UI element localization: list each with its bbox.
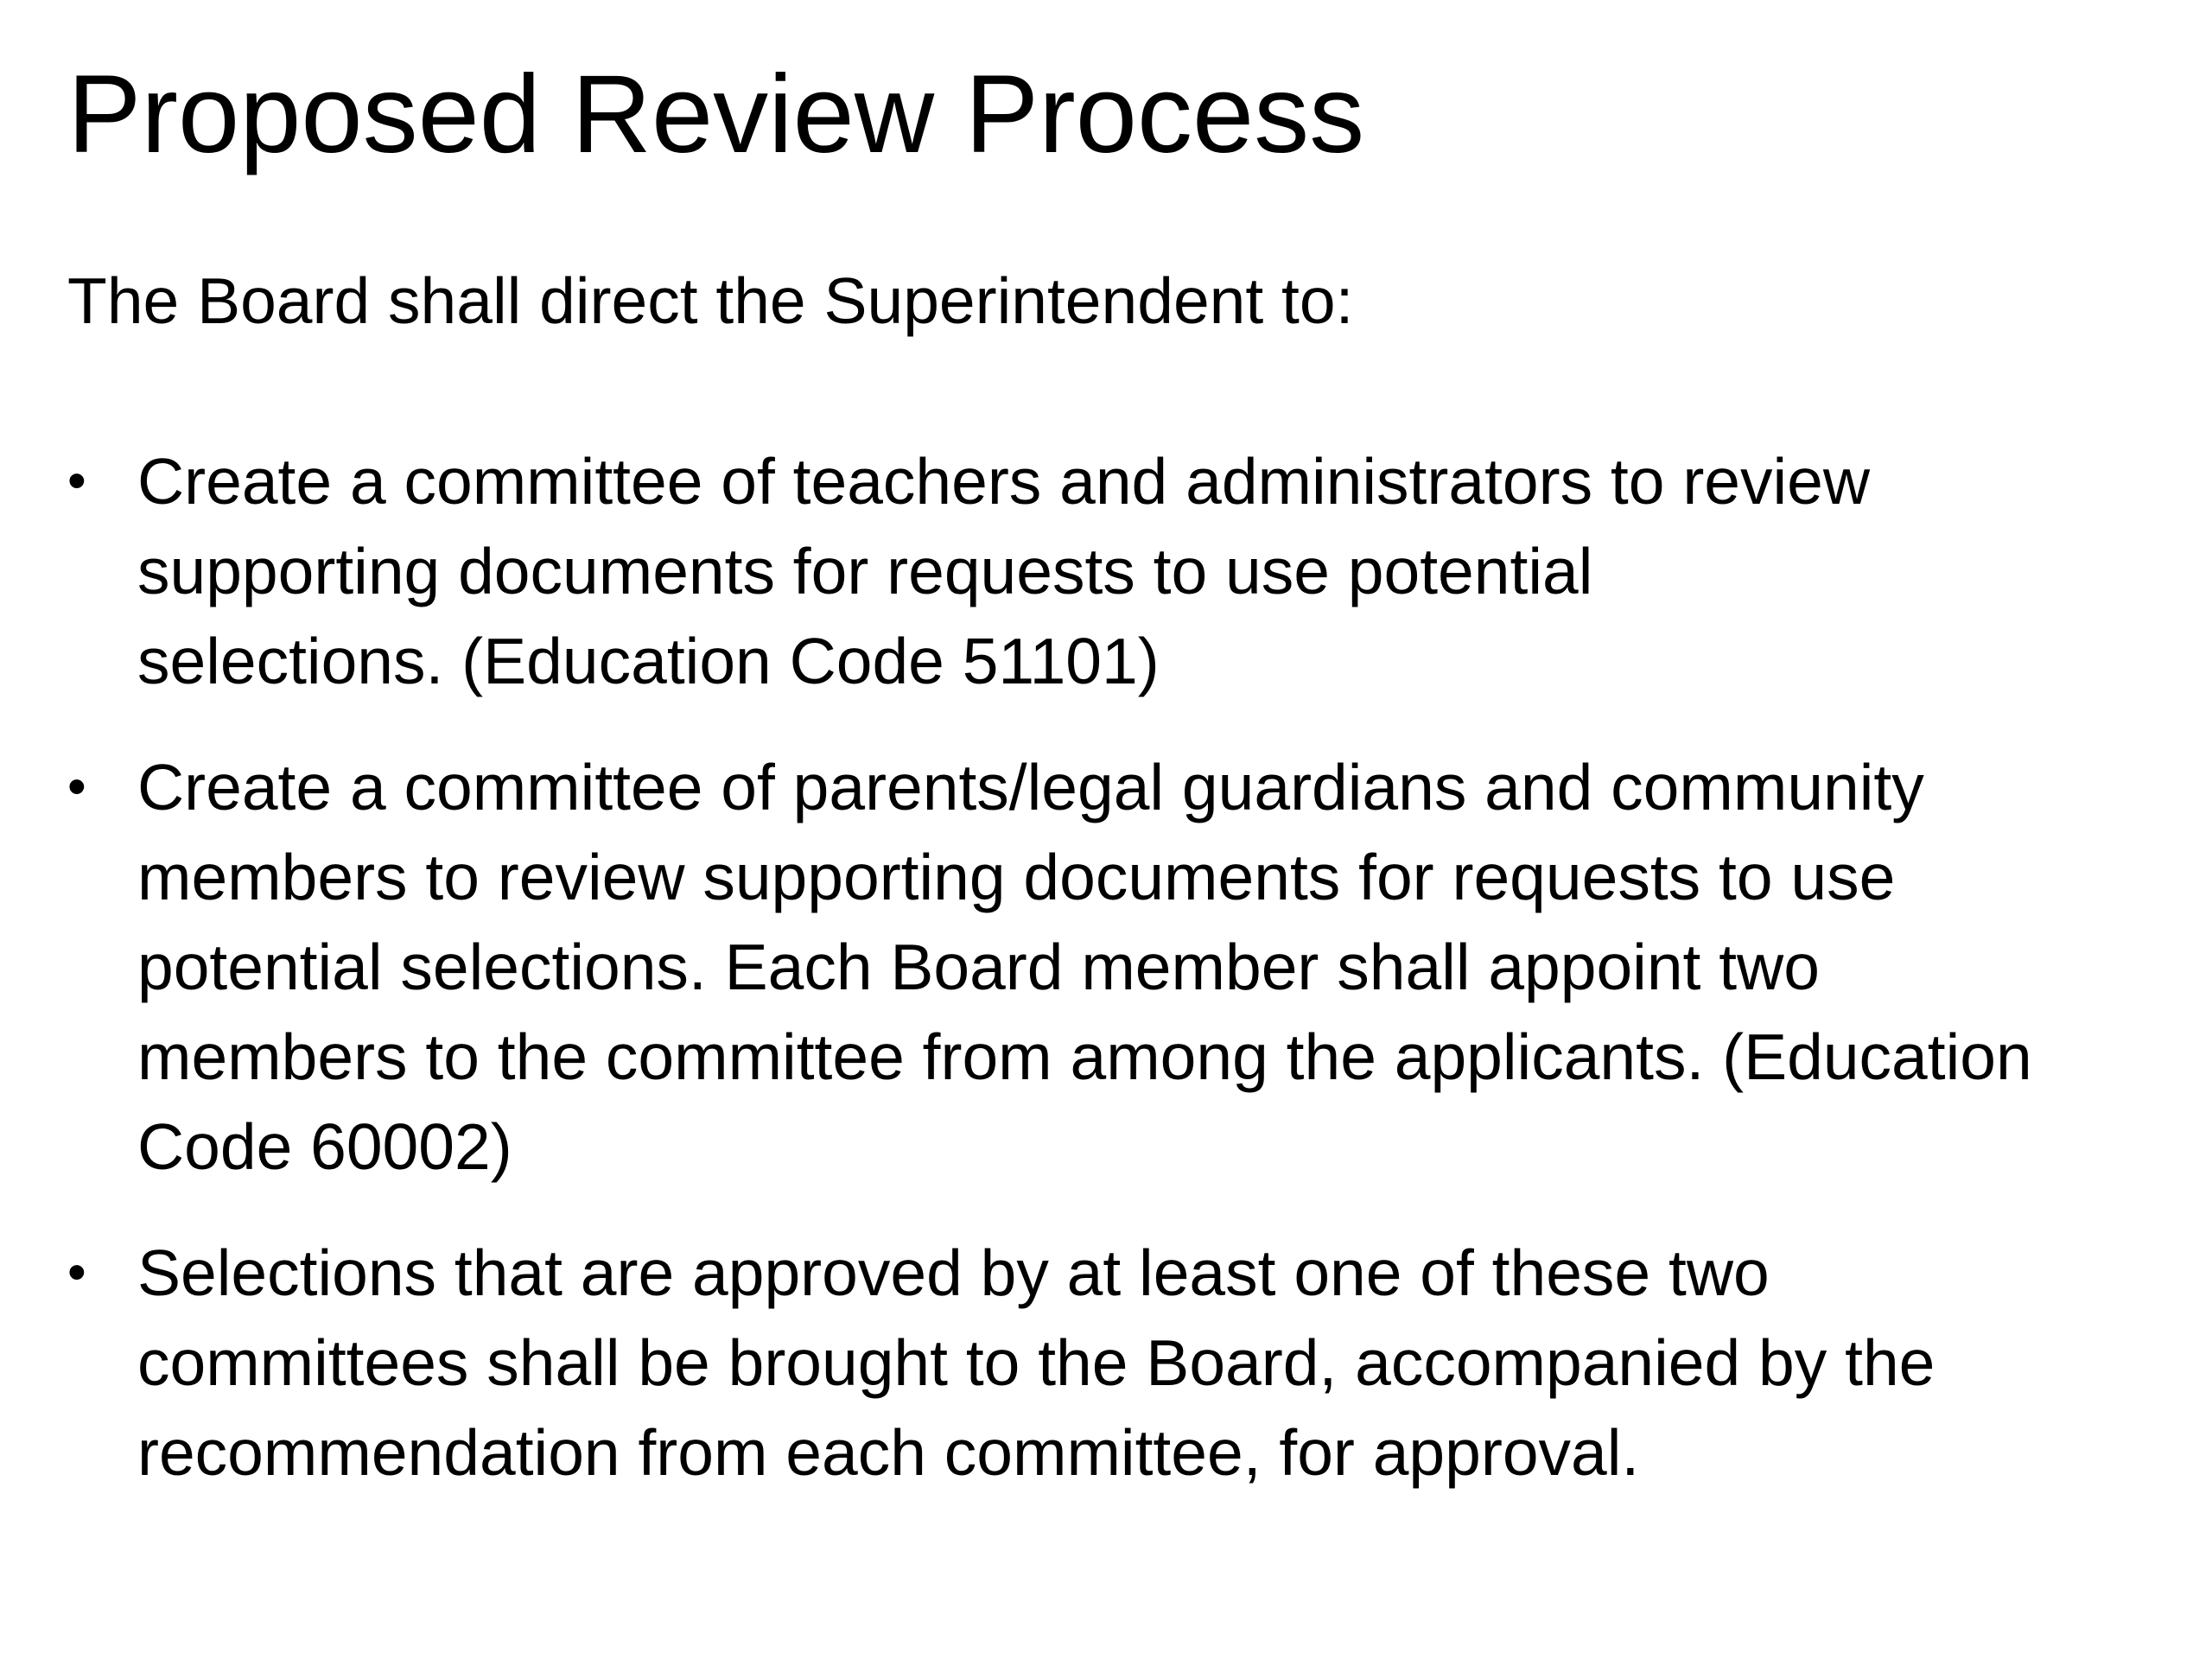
bullet-line: Create a committee of parents/legal guardians and community	[137, 751, 1924, 823]
list-item	[67, 1228, 2176, 1497]
bullet-line: Code 60002)	[137, 1110, 512, 1183]
bullet-line: members to the committee from among the applicants. (Education	[137, 1020, 2032, 1093]
bullet-line: Selections that are approved by at least one of these two	[137, 1236, 1770, 1309]
intro-text: The Board shall direct the Superintendent to:	[67, 264, 1354, 337]
bullet-icon: •	[67, 1243, 86, 1302]
bullet-list	[67, 436, 2176, 1534]
list-item	[67, 436, 2176, 706]
bullet-line: members to review supporting documents for requests to use	[137, 841, 1896, 913]
bullet-icon: •	[67, 757, 86, 817]
slide-title: Proposed Review Process	[67, 53, 1365, 176]
bullet-line: supporting documents for requests to use potential	[137, 535, 1593, 607]
bullet-line: Create a committee of teachers and administrators to review	[137, 445, 1871, 518]
bullet-icon: •	[67, 451, 86, 511]
bullet-line: committees shall be brought to the Board, accompanied by the	[137, 1326, 1936, 1399]
list-item	[67, 742, 2176, 1192]
bullet-line: selections. (Education Code 51101)	[137, 625, 1160, 697]
bullet-line: recommendation from each committee, for approval.	[137, 1416, 1640, 1489]
bullet-line: potential selections. Each Board member shall appoint two	[137, 931, 1820, 1003]
